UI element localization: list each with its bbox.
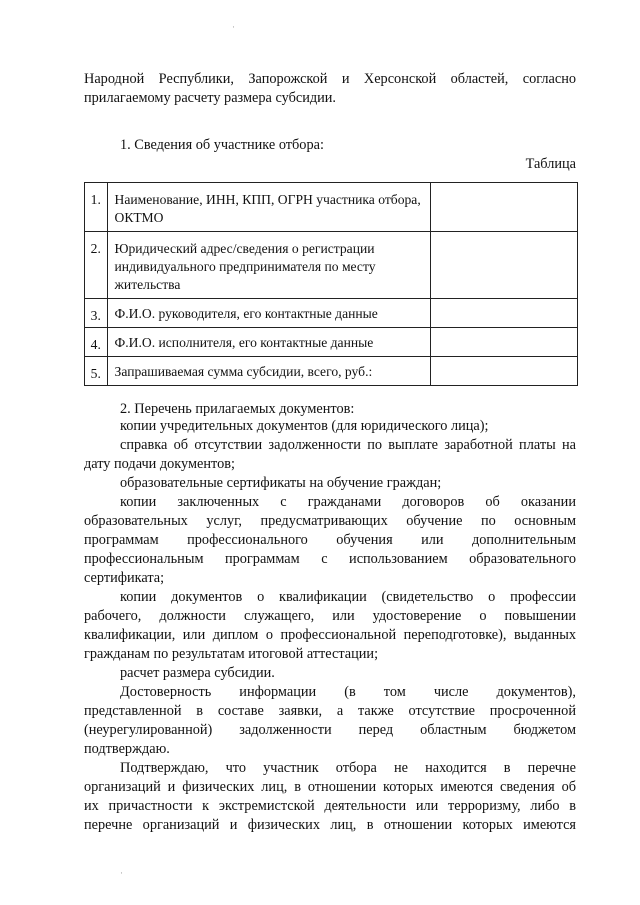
certify-line-1: Достоверность информации (в том числе документов), (120, 684, 576, 700)
doc-item-5-line-1: копии документов о квалификации (свидетельство о профессии (120, 589, 576, 605)
row-value (430, 357, 577, 386)
doc-item-6: расчет размера субсидии. (120, 665, 275, 681)
certify-line-2: представленной в составе заявки, а также отсутствие просроченной (84, 703, 576, 719)
row-number: 1. (85, 183, 108, 232)
row-number: 3. (85, 299, 108, 328)
row-number: 4. (85, 328, 108, 357)
doc-item-5-line-2: рабочего, должности служащего, или удостоверение о повышении (84, 608, 576, 624)
row-number: 2. (85, 232, 108, 299)
row-label: Ф.И.О. исполнителя, его контактные данные (107, 328, 430, 357)
doc-item-4-line-4: профессиональным программам с использованием образовательного (84, 551, 576, 567)
doc-item-4-line-1: копии заключенных с гражданами договоров об оказании (120, 494, 576, 510)
intro-line-2: прилагаемому расчету размера субсидии. (84, 90, 336, 106)
doc-item-1: копии учредительных документов (для юридического лица); (120, 418, 489, 434)
row-label: Запрашиваемая сумма субсидии, всего, руб.: (107, 357, 430, 386)
row-value (430, 299, 577, 328)
confirm-line-2: организаций и физических лиц, в отношении которых имеются сведения об (84, 779, 576, 795)
table-row (85, 183, 578, 232)
doc-item-3: образовательные сертификаты на обучение граждан; (120, 475, 442, 491)
doc-item-4-line-3: программам профессионального обучения или дополнительным (84, 532, 576, 548)
intro-line-1: Народной Республики, Запорожской и Херсонской областей, согласно (84, 71, 576, 87)
doc-item-4-line-5: сертификата; (84, 570, 165, 586)
row-label: Ф.И.О. руководителя, его контактные данные (107, 299, 430, 328)
confirm-line-4: перечне организаций и физических лиц, в отношении которых имеются (84, 817, 576, 833)
table-label: Таблица (525, 156, 576, 172)
scan-speck: · (120, 868, 123, 878)
table-row (85, 328, 578, 357)
doc-item-5-line-4: гражданам по результатам итоговой аттестации; (84, 646, 379, 662)
confirm-line-3: их причастности к экстремистской деятельности или терроризму, либо в (84, 798, 576, 814)
row-value (430, 328, 577, 357)
table-row (85, 357, 578, 386)
row-label: Наименование, ИНН, КПП, ОГРН участника отбора, ОКТМО (107, 183, 430, 232)
row-value (430, 183, 577, 232)
confirm-line-1: Подтверждаю, что участник отбора не находится в перечне (120, 760, 576, 776)
row-label: Юридический адрес/сведения о регистрации индивидуального предпринимателя по месту жительства (107, 232, 430, 299)
doc-item-5-line-3: квалификации, или диплом о профессиональной переподготовке), выданных (84, 627, 576, 643)
doc-item-2-line-2: дату подачи документов; (84, 456, 235, 472)
doc-item-2-line-1: справка об отсутствии задолженности по выплате заработной платы на (120, 437, 576, 453)
table-row (85, 232, 578, 299)
scan-speck: · (232, 22, 235, 32)
table-row (85, 299, 578, 328)
section-2-heading: 2. Перечень прилагаемых документов: (120, 401, 355, 417)
doc-item-4-line-2: образовательных услуг, предусматривающих обучение по основным (84, 513, 576, 529)
certify-line-4: подтверждаю. (84, 741, 170, 757)
row-number: 5. (85, 357, 108, 386)
row-value (430, 232, 577, 299)
participant-info-table (84, 182, 578, 386)
certify-line-3: (неурегулированной) задолженности перед областным бюджетом (84, 722, 576, 738)
section-1-heading: 1. Сведения об участнике отбора: (120, 137, 324, 153)
